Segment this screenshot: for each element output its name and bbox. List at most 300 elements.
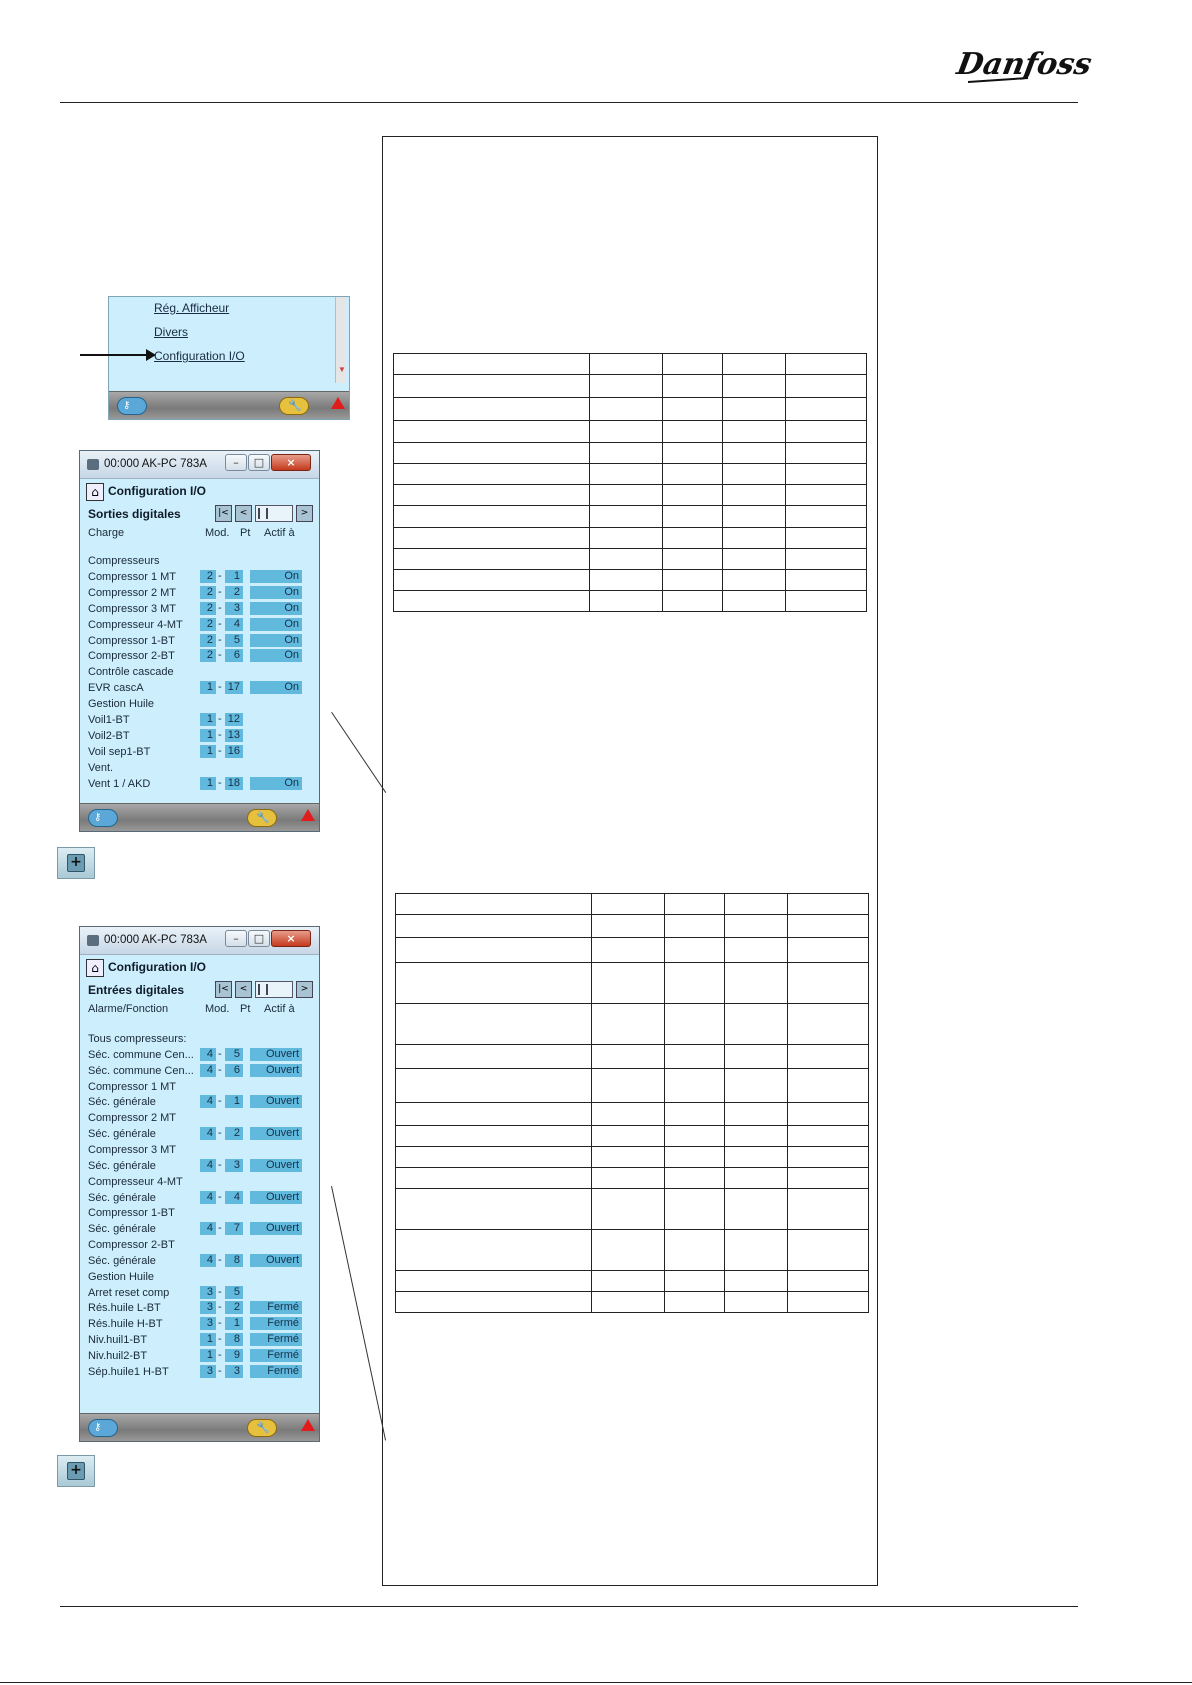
pt-field[interactable]: 5	[225, 1048, 243, 1061]
mod-field[interactable]: 3	[200, 1365, 216, 1378]
table-row	[394, 464, 867, 485]
pt-field[interactable]: 8	[225, 1254, 243, 1267]
actif-field[interactable]: On	[250, 649, 302, 662]
table-cell	[725, 1230, 788, 1271]
actif-field[interactable]: On	[250, 586, 302, 599]
col-header-mod: Mod.	[205, 527, 230, 539]
table-row	[394, 549, 867, 570]
window-title: 00:000 AK-PC 783A	[104, 934, 207, 946]
separator: -	[218, 1349, 222, 1361]
table-cell	[396, 1126, 592, 1147]
mod-field[interactable]: 4	[200, 1254, 216, 1267]
pt-field[interactable]: 5	[225, 634, 243, 647]
minimize-button[interactable]: –	[225, 454, 247, 471]
separator: -	[218, 1063, 222, 1076]
table-cell	[665, 1271, 725, 1292]
mod-field[interactable]: 4	[200, 1127, 216, 1140]
row-label: Niv.huil1-BT	[88, 1334, 148, 1347]
table-cell	[788, 915, 869, 938]
table-cell	[663, 549, 723, 570]
prev-page-icon[interactable]: <	[235, 981, 252, 998]
mod-field[interactable]: 2	[200, 649, 216, 662]
pt-field[interactable]: 3	[225, 1365, 243, 1378]
mod-field[interactable]: 1	[200, 729, 216, 742]
row-label: Voil sep1-BT	[88, 745, 151, 758]
table-cell	[663, 485, 723, 506]
mod-field[interactable]: 1	[200, 777, 216, 790]
table-row	[394, 570, 867, 591]
row-label: Compressor 1 MT	[88, 1080, 177, 1093]
pt-field[interactable]: 8	[225, 1333, 243, 1346]
actif-field[interactable]: On	[250, 777, 302, 790]
list-item	[88, 586, 313, 601]
table-cell	[725, 1045, 788, 1069]
list-item	[88, 1333, 313, 1348]
table-cell	[665, 915, 725, 938]
table-cell	[396, 1168, 592, 1189]
row-label: Contrôle cascade	[88, 666, 174, 679]
next-page-icon[interactable]: >	[296, 981, 313, 998]
table-cell	[396, 1292, 592, 1313]
mod-field[interactable]: 1	[200, 745, 216, 758]
pt-field[interactable]: 2	[225, 1301, 243, 1314]
row-label: Séc. générale	[88, 1128, 156, 1141]
table-cell	[663, 421, 723, 443]
pt-field[interactable]: 4	[225, 1191, 243, 1204]
mod-field[interactable]: 4	[200, 1159, 216, 1172]
table-row	[394, 354, 867, 375]
separator: -	[218, 1301, 222, 1314]
separator: -	[218, 1190, 222, 1203]
bottom-rule	[0, 1682, 1192, 1683]
table-cell	[788, 1271, 869, 1292]
row-label: Compresseurs	[88, 555, 160, 567]
table-cell	[786, 443, 867, 464]
actif-field[interactable]: Ouvert	[250, 1254, 302, 1267]
list-item	[88, 554, 313, 569]
table-cell	[665, 963, 725, 1004]
row-label: Gestion Huile	[88, 698, 155, 711]
page-slider[interactable]	[255, 981, 293, 998]
table-cell	[788, 1189, 869, 1230]
wrench-icon[interactable]: 🔧	[247, 809, 277, 827]
table-cell	[394, 375, 590, 398]
table-cell	[788, 1168, 869, 1189]
row-label: Vent.	[88, 761, 114, 774]
pt-field[interactable]: 1	[225, 570, 243, 583]
table-cell	[589, 528, 663, 549]
table-cell	[663, 591, 723, 612]
actif-field[interactable]: On	[250, 681, 302, 694]
table-row	[396, 894, 869, 915]
table-cell	[725, 938, 788, 963]
close-button[interactable]: ×	[271, 930, 311, 947]
mod-field[interactable]: 2	[200, 602, 216, 615]
table-cell	[725, 1147, 788, 1168]
mod-field[interactable]: 2	[200, 586, 216, 599]
list-item	[88, 1238, 313, 1253]
table-cell	[786, 591, 867, 612]
col-header-mod: Mod.	[205, 1003, 230, 1015]
list-item	[88, 1365, 313, 1380]
separator: -	[218, 713, 222, 725]
table-cell	[396, 915, 592, 938]
header-rule	[60, 102, 1078, 103]
first-page-icon[interactable]: |<	[215, 505, 232, 522]
table-cell	[786, 506, 867, 528]
table-row	[394, 443, 867, 464]
row-label: Compresseur 4-MT	[88, 618, 183, 631]
list-item	[88, 697, 313, 712]
table-cell	[723, 398, 786, 421]
separator: -	[218, 1364, 222, 1377]
table-row	[396, 1189, 869, 1230]
row-label: Voil2-BT	[88, 729, 130, 742]
pt-field[interactable]: 17	[225, 681, 243, 694]
table-cell	[589, 398, 663, 421]
actif-field[interactable]: Ouvert	[250, 1159, 302, 1172]
arrow-head-icon	[146, 349, 156, 361]
row-label: Compressor 2 MT	[88, 1112, 177, 1125]
col-header-charge: Charge	[88, 527, 125, 539]
table-cell	[725, 1126, 788, 1147]
outputs-table	[393, 353, 867, 612]
list-item	[88, 713, 313, 728]
list-item	[88, 1159, 313, 1174]
table-cell	[591, 1069, 665, 1103]
actif-field[interactable]: On	[250, 618, 302, 631]
col-header-actif: Actif à	[264, 1003, 295, 1015]
list-item	[88, 618, 313, 633]
table-cell	[663, 443, 723, 464]
table-cell	[788, 894, 869, 915]
mod-field[interactable]: 4	[200, 1095, 216, 1108]
row-label: Compressor 1-BT	[88, 634, 175, 647]
mod-field[interactable]: 4	[200, 1222, 216, 1235]
actif-field[interactable]: Fermé	[250, 1349, 302, 1362]
svg-text:Danfoss: Danfoss	[954, 47, 1095, 82]
pt-field[interactable]: 13	[225, 729, 243, 742]
pt-field[interactable]: 18	[225, 777, 243, 790]
table-cell	[786, 570, 867, 591]
window-title: 00:000 AK-PC 783A	[104, 458, 207, 470]
pt-field[interactable]: 1	[225, 1317, 243, 1330]
mod-field[interactable]: 1	[200, 681, 216, 694]
row-label: Gestion Huile	[88, 1270, 155, 1283]
separator: -	[218, 1095, 222, 1108]
table-cell	[663, 398, 723, 421]
table-row	[396, 963, 869, 1004]
first-page-icon[interactable]: |<	[215, 981, 232, 998]
pt-field[interactable]: 6	[225, 649, 243, 662]
window-toolbar	[80, 1413, 319, 1441]
table-cell	[788, 1230, 869, 1271]
pt-field[interactable]: 5	[225, 1286, 243, 1299]
menu-snippet	[108, 296, 350, 420]
separator: -	[218, 649, 222, 662]
table-cell	[665, 1126, 725, 1147]
table-cell	[786, 398, 867, 421]
mod-field[interactable]: 4	[200, 1064, 216, 1077]
table-row	[396, 915, 869, 938]
maximize-button[interactable]: □	[248, 930, 270, 947]
list-item	[88, 1349, 313, 1364]
scroll-down-icon[interactable]: ▼	[338, 365, 346, 374]
row-label: Compressor 2-BT	[88, 650, 175, 663]
section-title: Entrées digitales	[88, 983, 185, 997]
col-header-pt: Pt	[240, 527, 251, 539]
pt-field[interactable]: 6	[225, 1064, 243, 1077]
table-cell	[394, 485, 590, 506]
table-cell	[725, 1292, 788, 1313]
app-window-outputs	[79, 450, 320, 832]
table-row	[396, 1147, 869, 1168]
mod-field[interactable]: 1	[200, 1349, 216, 1362]
table-cell	[589, 485, 663, 506]
separator: -	[218, 1253, 222, 1266]
mod-field[interactable]: 1	[200, 713, 216, 726]
table-cell	[591, 1147, 665, 1168]
table-cell	[665, 1147, 725, 1168]
table-cell	[725, 1103, 788, 1126]
window-titlebar	[80, 451, 319, 479]
mod-field[interactable]: 2	[200, 570, 216, 583]
actif-field[interactable]: Ouvert	[250, 1095, 302, 1108]
pt-field[interactable]: 2	[225, 586, 243, 599]
menu-scrollbar[interactable]	[335, 297, 345, 383]
list-item	[88, 1206, 313, 1221]
section-title: Sorties digitales	[88, 507, 181, 521]
app-icon	[87, 459, 99, 470]
table-cell	[665, 1292, 725, 1313]
mod-field[interactable]: 3	[200, 1286, 216, 1299]
actif-field[interactable]: Ouvert	[250, 1191, 302, 1204]
danfoss-logo	[954, 38, 1095, 90]
table-cell	[663, 506, 723, 528]
list-item	[88, 1032, 313, 1047]
table-cell	[786, 375, 867, 398]
table-cell	[396, 963, 592, 1004]
actif-field[interactable]: On	[250, 570, 302, 583]
actif-field[interactable]: Fermé	[250, 1333, 302, 1346]
home-icon[interactable]: ⌂	[86, 483, 104, 501]
table-cell	[788, 938, 869, 963]
table-cell	[725, 1271, 788, 1292]
actif-field[interactable]: Ouvert	[250, 1127, 302, 1140]
table-cell	[723, 421, 786, 443]
list-item	[88, 634, 313, 649]
content-panel	[382, 136, 878, 1586]
menu-item-divers[interactable]: Divers	[154, 325, 189, 339]
pt-field[interactable]: 7	[225, 1222, 243, 1235]
list-item	[88, 1286, 313, 1301]
actif-field[interactable]: On	[250, 602, 302, 615]
separator: -	[218, 744, 222, 757]
mod-field[interactable]: 2	[200, 618, 216, 631]
table-cell	[589, 443, 663, 464]
row-label: Compressor 3 MT	[88, 602, 177, 615]
app-window-inputs	[79, 926, 320, 1442]
list-item	[88, 1222, 313, 1237]
list-item	[88, 1143, 313, 1158]
table-cell	[394, 443, 590, 464]
pointer-arrow	[80, 354, 150, 356]
next-page-button[interactable]: +	[57, 847, 95, 879]
table-cell	[788, 1103, 869, 1126]
row-label: Compresseur 4-MT	[88, 1175, 183, 1188]
wrench-icon[interactable]: 🔧	[247, 1419, 277, 1437]
actif-field[interactable]: Ouvert	[250, 1222, 302, 1235]
home-icon[interactable]: ⌂	[86, 959, 104, 977]
list-item	[88, 1301, 313, 1316]
table-cell	[396, 894, 592, 915]
table-row	[394, 528, 867, 549]
prev-page-icon[interactable]: <	[235, 505, 252, 522]
leader-line	[331, 712, 386, 793]
table-cell	[723, 354, 786, 375]
pt-field[interactable]: 3	[225, 602, 243, 615]
row-label: Vent 1 / AKD	[88, 777, 151, 790]
separator: -	[218, 1285, 222, 1298]
minimize-button[interactable]: –	[225, 930, 247, 947]
wrench-icon[interactable]: 🔧	[279, 397, 309, 415]
table-row	[396, 1103, 869, 1126]
key-icon[interactable]: ⚷	[117, 397, 147, 415]
table-cell	[394, 354, 590, 375]
table-cell	[725, 963, 788, 1004]
col-header-actif: Actif à	[264, 527, 295, 539]
table-cell	[665, 1230, 725, 1271]
actif-field[interactable]: Ouvert	[250, 1064, 302, 1077]
actif-field[interactable]: Fermé	[250, 1301, 302, 1314]
pt-field[interactable]: 9	[225, 1349, 243, 1362]
table-cell	[788, 1045, 869, 1069]
row-label: Sép.huile1 H-BT	[88, 1365, 169, 1378]
window-body	[86, 955, 313, 1441]
table-cell	[589, 464, 663, 485]
next-page-button[interactable]: +	[57, 1455, 95, 1487]
table-row	[396, 1069, 869, 1103]
pt-field[interactable]: 16	[225, 745, 243, 758]
list-item	[88, 1270, 313, 1285]
menu-item-configuration-io[interactable]: Configuration I/O	[154, 349, 245, 363]
window-heading: Configuration I/O	[108, 484, 206, 498]
list-item	[88, 777, 313, 792]
table-cell	[665, 1103, 725, 1126]
next-page-icon[interactable]: >	[296, 505, 313, 522]
actif-field[interactable]: Ouvert	[250, 1048, 302, 1061]
row-label: EVR cascA	[88, 682, 144, 695]
table-row	[394, 506, 867, 528]
table-cell	[394, 570, 590, 591]
list-item	[88, 649, 313, 664]
mod-field[interactable]: 1	[200, 1333, 216, 1346]
window-body	[86, 479, 313, 831]
table-cell	[591, 1189, 665, 1230]
list-item	[88, 1191, 313, 1206]
mod-field[interactable]: 3	[200, 1317, 216, 1330]
pt-field[interactable]: 1	[225, 1095, 243, 1108]
table-cell	[788, 1069, 869, 1103]
table-cell	[786, 549, 867, 570]
list-item	[88, 1095, 313, 1110]
alarm-bell-icon[interactable]	[331, 397, 345, 409]
table-cell	[396, 1147, 592, 1168]
maximize-button[interactable]: □	[248, 454, 270, 471]
table-cell	[665, 1189, 725, 1230]
mod-field[interactable]: 2	[200, 634, 216, 647]
table-cell	[725, 1069, 788, 1103]
pt-field[interactable]: 2	[225, 1127, 243, 1140]
table-cell	[725, 1168, 788, 1189]
actif-field[interactable]: Fermé	[250, 1365, 302, 1378]
table-cell	[725, 894, 788, 915]
table-cell	[788, 1147, 869, 1168]
table-row	[396, 1271, 869, 1292]
close-button[interactable]: ×	[271, 454, 311, 471]
table-cell	[723, 506, 786, 528]
table-cell	[591, 1045, 665, 1069]
table-cell	[591, 1230, 665, 1271]
table-cell	[591, 1126, 665, 1147]
mod-field[interactable]: 3	[200, 1301, 216, 1314]
actif-field[interactable]: On	[250, 634, 302, 647]
table-cell	[665, 1069, 725, 1103]
list-item	[88, 602, 313, 617]
table-cell	[591, 1292, 665, 1313]
alarm-bell-icon[interactable]	[301, 809, 315, 821]
app-icon	[87, 935, 99, 946]
table-cell	[396, 1103, 592, 1126]
mod-field[interactable]: 4	[200, 1048, 216, 1061]
table-cell	[725, 1004, 788, 1045]
pt-field[interactable]: 4	[225, 618, 243, 631]
list-item	[88, 681, 313, 696]
table-cell	[589, 591, 663, 612]
table-cell	[663, 570, 723, 591]
separator: -	[218, 1317, 222, 1330]
row-label: Compressor 1-BT	[88, 1207, 175, 1220]
key-icon[interactable]: ⚷	[88, 809, 118, 827]
mod-field[interactable]: 4	[200, 1191, 216, 1204]
table-cell	[723, 464, 786, 485]
table-cell	[663, 354, 723, 375]
list-item	[88, 570, 313, 585]
alarm-bell-icon[interactable]	[301, 1419, 315, 1431]
page-slider[interactable]	[255, 505, 293, 522]
table-row	[394, 398, 867, 421]
list-item	[88, 1127, 313, 1142]
table-cell	[723, 485, 786, 506]
table-cell	[788, 1126, 869, 1147]
table-cell	[663, 375, 723, 398]
table-row	[394, 591, 867, 612]
key-icon[interactable]: ⚷	[88, 1419, 118, 1437]
table-cell	[589, 570, 663, 591]
list-item	[88, 761, 313, 776]
pt-field[interactable]: 12	[225, 713, 243, 726]
inputs-table	[395, 893, 869, 1313]
table-cell	[665, 1004, 725, 1045]
table-cell	[589, 421, 663, 443]
table-cell	[788, 1292, 869, 1313]
pt-field[interactable]: 3	[225, 1159, 243, 1172]
table-cell	[725, 915, 788, 938]
actif-field[interactable]: Fermé	[250, 1317, 302, 1330]
table-cell	[589, 354, 663, 375]
separator: -	[218, 1127, 222, 1140]
menu-item-reg-afficheur[interactable]: Rég. Afficheur	[154, 301, 230, 315]
